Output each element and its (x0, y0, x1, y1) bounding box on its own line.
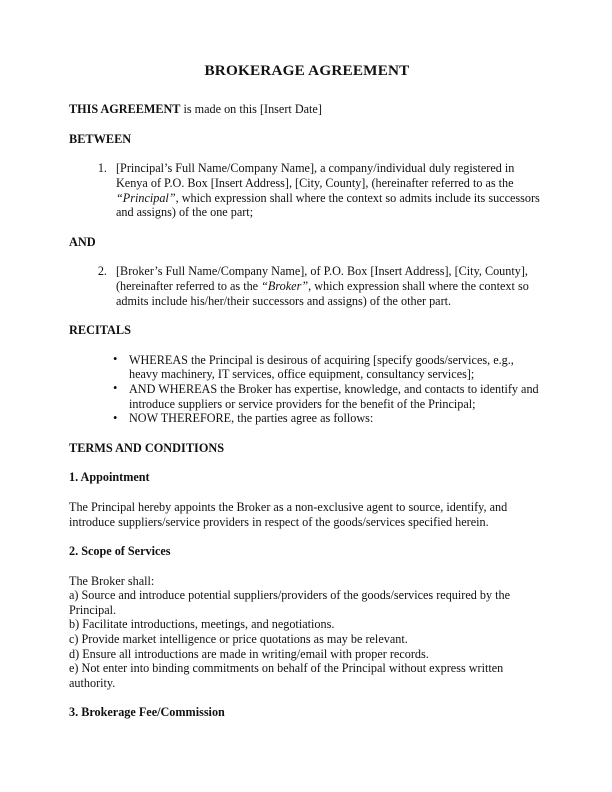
list-item-party-one (110, 161, 545, 219)
scope-item-b: b) Facilitate introductions, meetings, and negotiations. (69, 617, 335, 632)
and-heading: AND (69, 234, 96, 249)
recitals-heading: RECITALS (69, 323, 131, 338)
scope-item-d: d) Ensure all introductions are made in writing/email with proper records. (69, 646, 429, 661)
party-two-text-b: , which expression shall where the context so admits include his/her/their successors and assigns) of the other part. (116, 278, 529, 308)
page-title: BROKERAGE AGREEMENT (204, 62, 410, 79)
party-one-quoted-term: “Principal” (116, 190, 176, 205)
list-item-recital: • AND WHEREAS the Broker has expertise, knowledge, and contacts to identify and introduce suppliers or service providers for the benefit of the Principal; (113, 382, 545, 411)
section-heading-brokerage-fee: 3. Brokerage Fee/Commission (69, 705, 225, 720)
section-heading-scope-of-services: 2. Scope of Services (69, 544, 171, 559)
terms-and-conditions-heading: TERMS AND CONDITIONS (69, 440, 225, 455)
list-item-recital: • NOW THEREFORE, the parties agree as follows: (113, 411, 545, 426)
agreement-intro-line (69, 102, 545, 117)
section-heading-appointment: 1. Appointment (69, 470, 150, 485)
list-item-recital: • WHEREAS the Principal is desirous of acquiring [specify goods/services, e.g., heavy machinery, IT services, office equipment, consultancy services]; (113, 353, 545, 382)
scope-item-e: e) Not enter into binding commitments on behalf of the Principal without express written authority. (69, 661, 504, 690)
party-two-quoted-term: “Broker” (261, 278, 309, 293)
list-item-party-two (110, 264, 545, 308)
scope-item-c: c) Provide market intelligence or price quotations as may be relevant. (69, 632, 408, 647)
party-one-text-a: [Principal’s Full Name/Company Name], a company/individual duly registered in Kenya of P.O. Box [Insert Address], [City, County], (hereinafter referred to as the (116, 161, 515, 191)
scope-of-services-body (69, 574, 545, 691)
recitals-list (69, 353, 545, 426)
scope-lead-line: The Broker shall: (69, 573, 155, 588)
agreement-intro-rest: is made on this [Insert Date] (180, 102, 322, 117)
party-one-text-b: , which expression shall where the context so admits include its successors and assigns) of the one part; (116, 190, 540, 220)
agreement-intro-bold: THIS AGREEMENT (69, 102, 181, 117)
parties-list-continued (69, 264, 545, 308)
party-two-text-a: [Broker’s Full Name/Company Name], of P.O. Box [Insert Address], [City, County], (hereinafter referred to as the (116, 264, 528, 293)
scope-item-a: a) Source and introduce potential suppliers/providers of the goods/services required by the Principal. (69, 588, 510, 617)
parties-list (69, 161, 545, 219)
section-body-appointment: The Principal hereby appoints the Broker as a non-exclusive agent to source, identify, and introduce suppliers/service providers in respect of the goods/services specified herein. (69, 499, 508, 529)
between-heading: BETWEEN (69, 131, 132, 146)
